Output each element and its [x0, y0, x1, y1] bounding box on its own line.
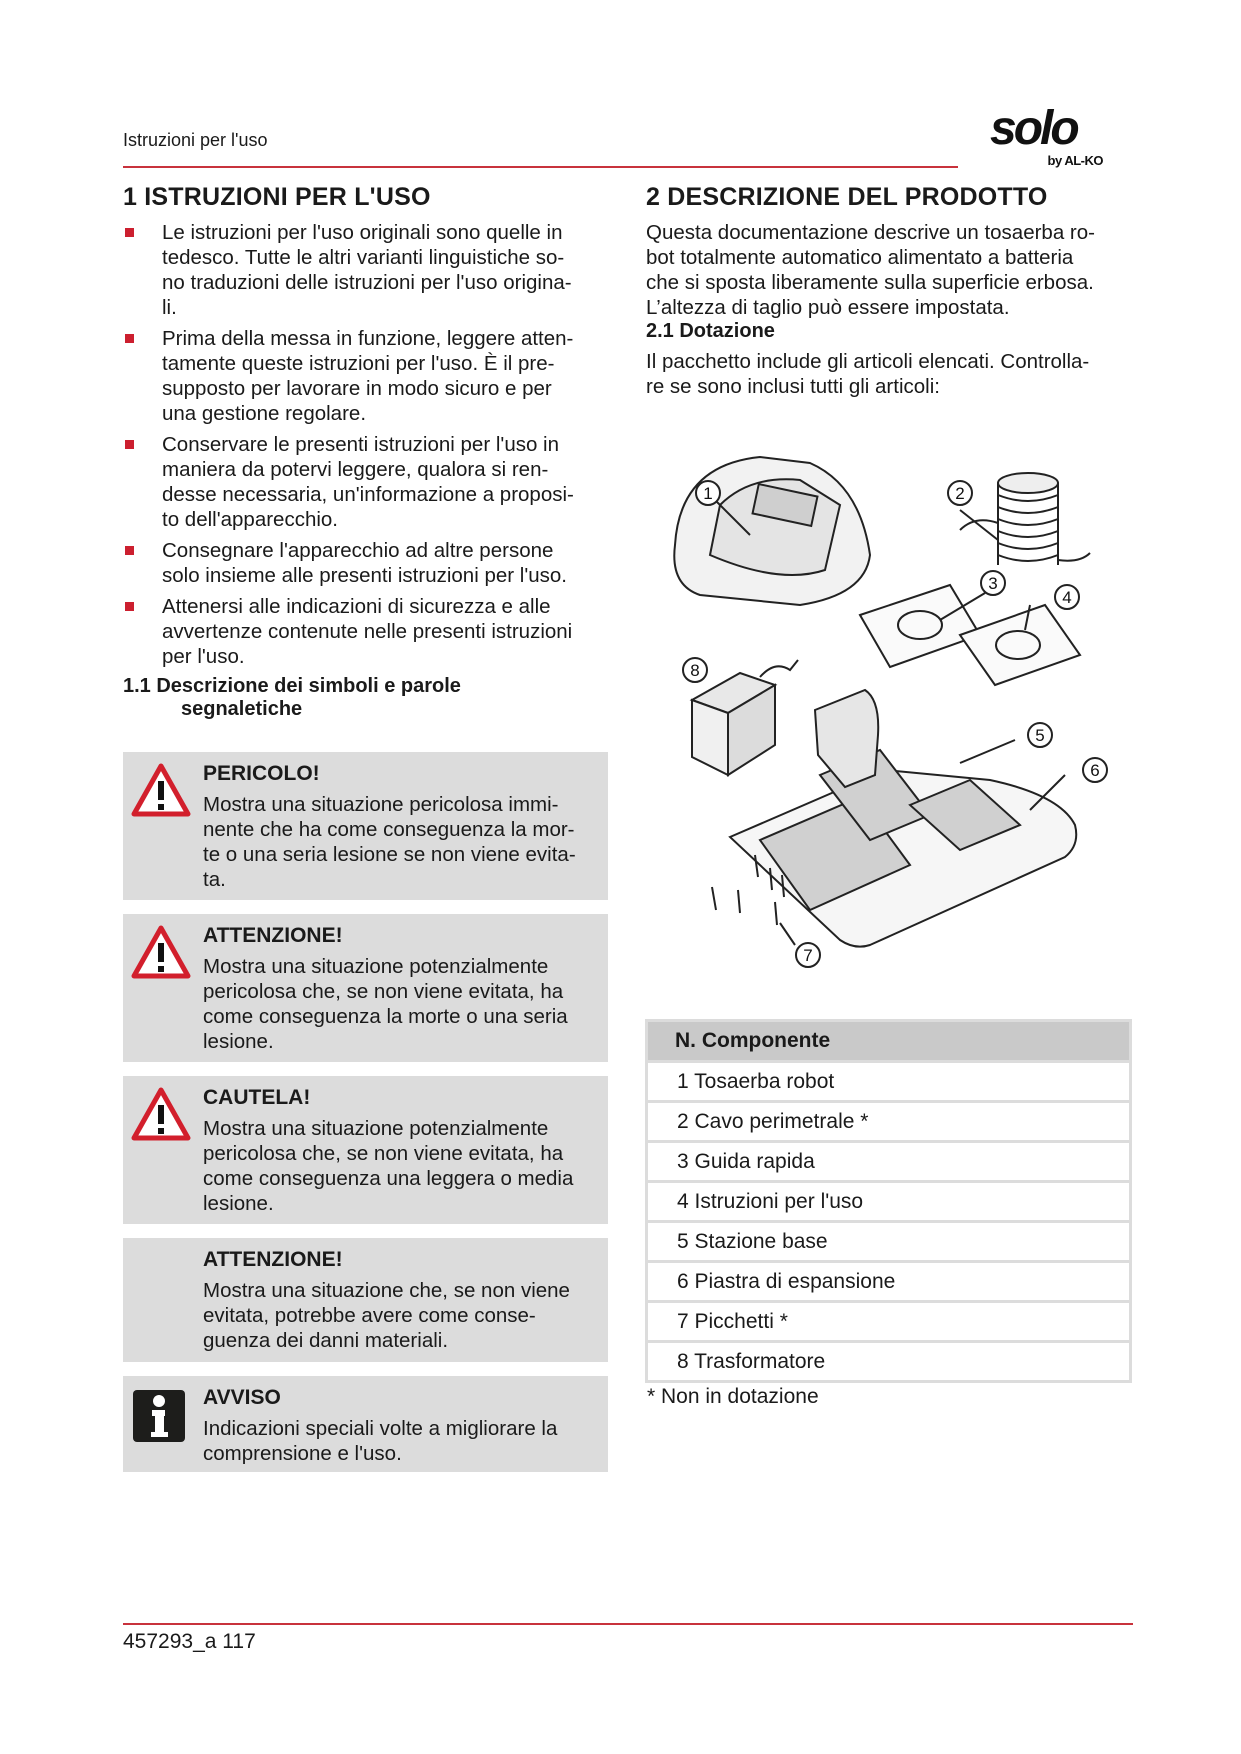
warning-triangle-icon: [131, 1086, 191, 1142]
table-header: N. Componente: [647, 1021, 1131, 1062]
svg-text:2: 2: [955, 484, 965, 503]
bullet-square-icon: [125, 228, 134, 237]
callout-3: [981, 571, 1005, 595]
header-rule: [123, 166, 958, 168]
info-box: [123, 1376, 608, 1472]
scope-of-delivery-illustration: [660, 445, 1130, 985]
brand-logo: [990, 102, 1125, 175]
box-text: Mostra una situazione potenzialmente pericolosa che, se non viene evitata, ha come conseguenza una leggera o media lesione.: [203, 1117, 574, 1215]
box-title: AVVISO: [203, 1386, 281, 1409]
box-title: PERICOLO!: [203, 762, 320, 785]
table-row: 7 Picchetti *: [647, 1302, 1131, 1342]
svg-text:3: 3: [988, 574, 998, 593]
table-footnote: * Non in dotazione: [647, 1385, 819, 1408]
warning-triangle-icon: [131, 762, 191, 818]
bullet-square-icon: [125, 334, 134, 343]
list-item: Le istruzioni per l'uso originali sono quelle in tedesco. Tutte le altri varianti linguistiche so- no traduzioni delle istruzioni per l'uso origina- li.: [123, 220, 613, 320]
box-text: Mostra una situazione che, se non viene evitata, potrebbe avere come conse- guenza dei danni materiali.: [203, 1279, 570, 1352]
svg-text:5: 5: [1035, 726, 1045, 745]
box-title: ATTENZIONE!: [203, 1248, 343, 1271]
table-row: 4 Istruzioni per l'uso: [647, 1182, 1131, 1222]
header-title: Istruzioni per l'uso: [123, 130, 268, 150]
scope-of-delivery-text: Il pacchetto include gli articoli elencati. Controlla- re se sono inclusi tutti gli articoli:: [646, 350, 1090, 398]
list-item: Attenersi alle indicazioni di sicurezza e alle avvertenze contenute nelle presenti istruzioni per l'uso.: [123, 594, 613, 669]
callout-6: [1083, 758, 1107, 782]
warning-box: [123, 914, 608, 1062]
table-row: 1 Tosaerba robot: [647, 1062, 1131, 1102]
table-row: 5 Stazione base: [647, 1222, 1131, 1262]
box-title: ATTENZIONE!: [203, 924, 343, 947]
section-2-1-heading: 2.1 Dotazione: [646, 320, 775, 342]
section-1-heading: 1 ISTRUZIONI PER L'USO: [123, 183, 431, 211]
logo-sub-text: by AL-KO: [1047, 153, 1103, 168]
section-2-heading: 2 DESCRIZIONE DEL PRODOTTO: [646, 183, 1048, 211]
instructions-list: [123, 220, 613, 669]
warning-triangle-icon: [131, 924, 191, 980]
box-text: Indicazioni speciali volte a migliorare la comprensione e l'uso.: [203, 1417, 558, 1465]
footer-rule: [123, 1623, 1133, 1625]
svg-text:1: 1: [703, 484, 713, 503]
callout-1: [696, 481, 720, 505]
box-text: Mostra una situazione potenzialmente pericolosa che, se non viene evitata, ha come conseguenza la morte o una seria lesione.: [203, 955, 568, 1053]
components-table: [645, 1019, 1132, 1383]
footer-page-number: 457293_a 117: [123, 1630, 256, 1653]
svg-text:4: 4: [1062, 588, 1072, 607]
bullet-square-icon: [125, 440, 134, 449]
right-column: [646, 183, 1136, 399]
callout-5: [1028, 723, 1052, 747]
callout-8: [683, 658, 707, 682]
list-item: Conservare le presenti istruzioni per l'uso in maniera da potervi leggere, qualora si ren- desse necessaria, un'informazione a proposi- to dell'apparecchio.: [123, 432, 613, 532]
table-row: 3 Guida rapida: [647, 1142, 1131, 1182]
caution-box: [123, 1076, 608, 1224]
product-description: Questa documentazione descrive un tosaerba ro- bot totalmente automatico alimentato a batteria che si sposta liberamente sulla superficie erbosa. L’altezza di taglio può essere impostata.: [646, 221, 1095, 319]
list-item: Consegnare l'apparecchio ad altre persone solo insieme alle presenti istruzioni per l'uso.: [123, 538, 613, 588]
logo-main-text: solo: [990, 102, 1077, 155]
section-1-1-heading: 1.1 Descrizione dei simboli e parole segnaletiche: [123, 675, 461, 720]
list-item: Prima della messa in funzione, leggere atten- tamente queste istruzioni per l'uso. È il pre- supposto per lavorare in modo sicuro e per una gestione regolare.: [123, 326, 613, 426]
notice-box: [123, 1238, 608, 1362]
left-column: [123, 183, 613, 721]
callout-4: [1055, 585, 1079, 609]
info-icon: [131, 1388, 187, 1444]
callout-2: [948, 481, 972, 505]
bullet-square-icon: [125, 546, 134, 555]
table-row: 2 Cavo perimetrale *: [647, 1102, 1131, 1142]
table-row: 6 Piastra di espansione: [647, 1262, 1131, 1302]
svg-text:8: 8: [690, 661, 700, 680]
bullet-square-icon: [125, 602, 134, 611]
danger-box: [123, 752, 608, 900]
box-title: CAUTELA!: [203, 1086, 311, 1109]
svg-text:6: 6: [1090, 761, 1100, 780]
callout-7: [796, 943, 820, 967]
table-row: 8 Trasformatore: [647, 1342, 1131, 1382]
box-text: Mostra una situazione pericolosa immi- nente che ha come conseguenza la mor- te o una seria lesione se non viene evita- ta.: [203, 793, 576, 891]
svg-text:7: 7: [803, 946, 813, 965]
